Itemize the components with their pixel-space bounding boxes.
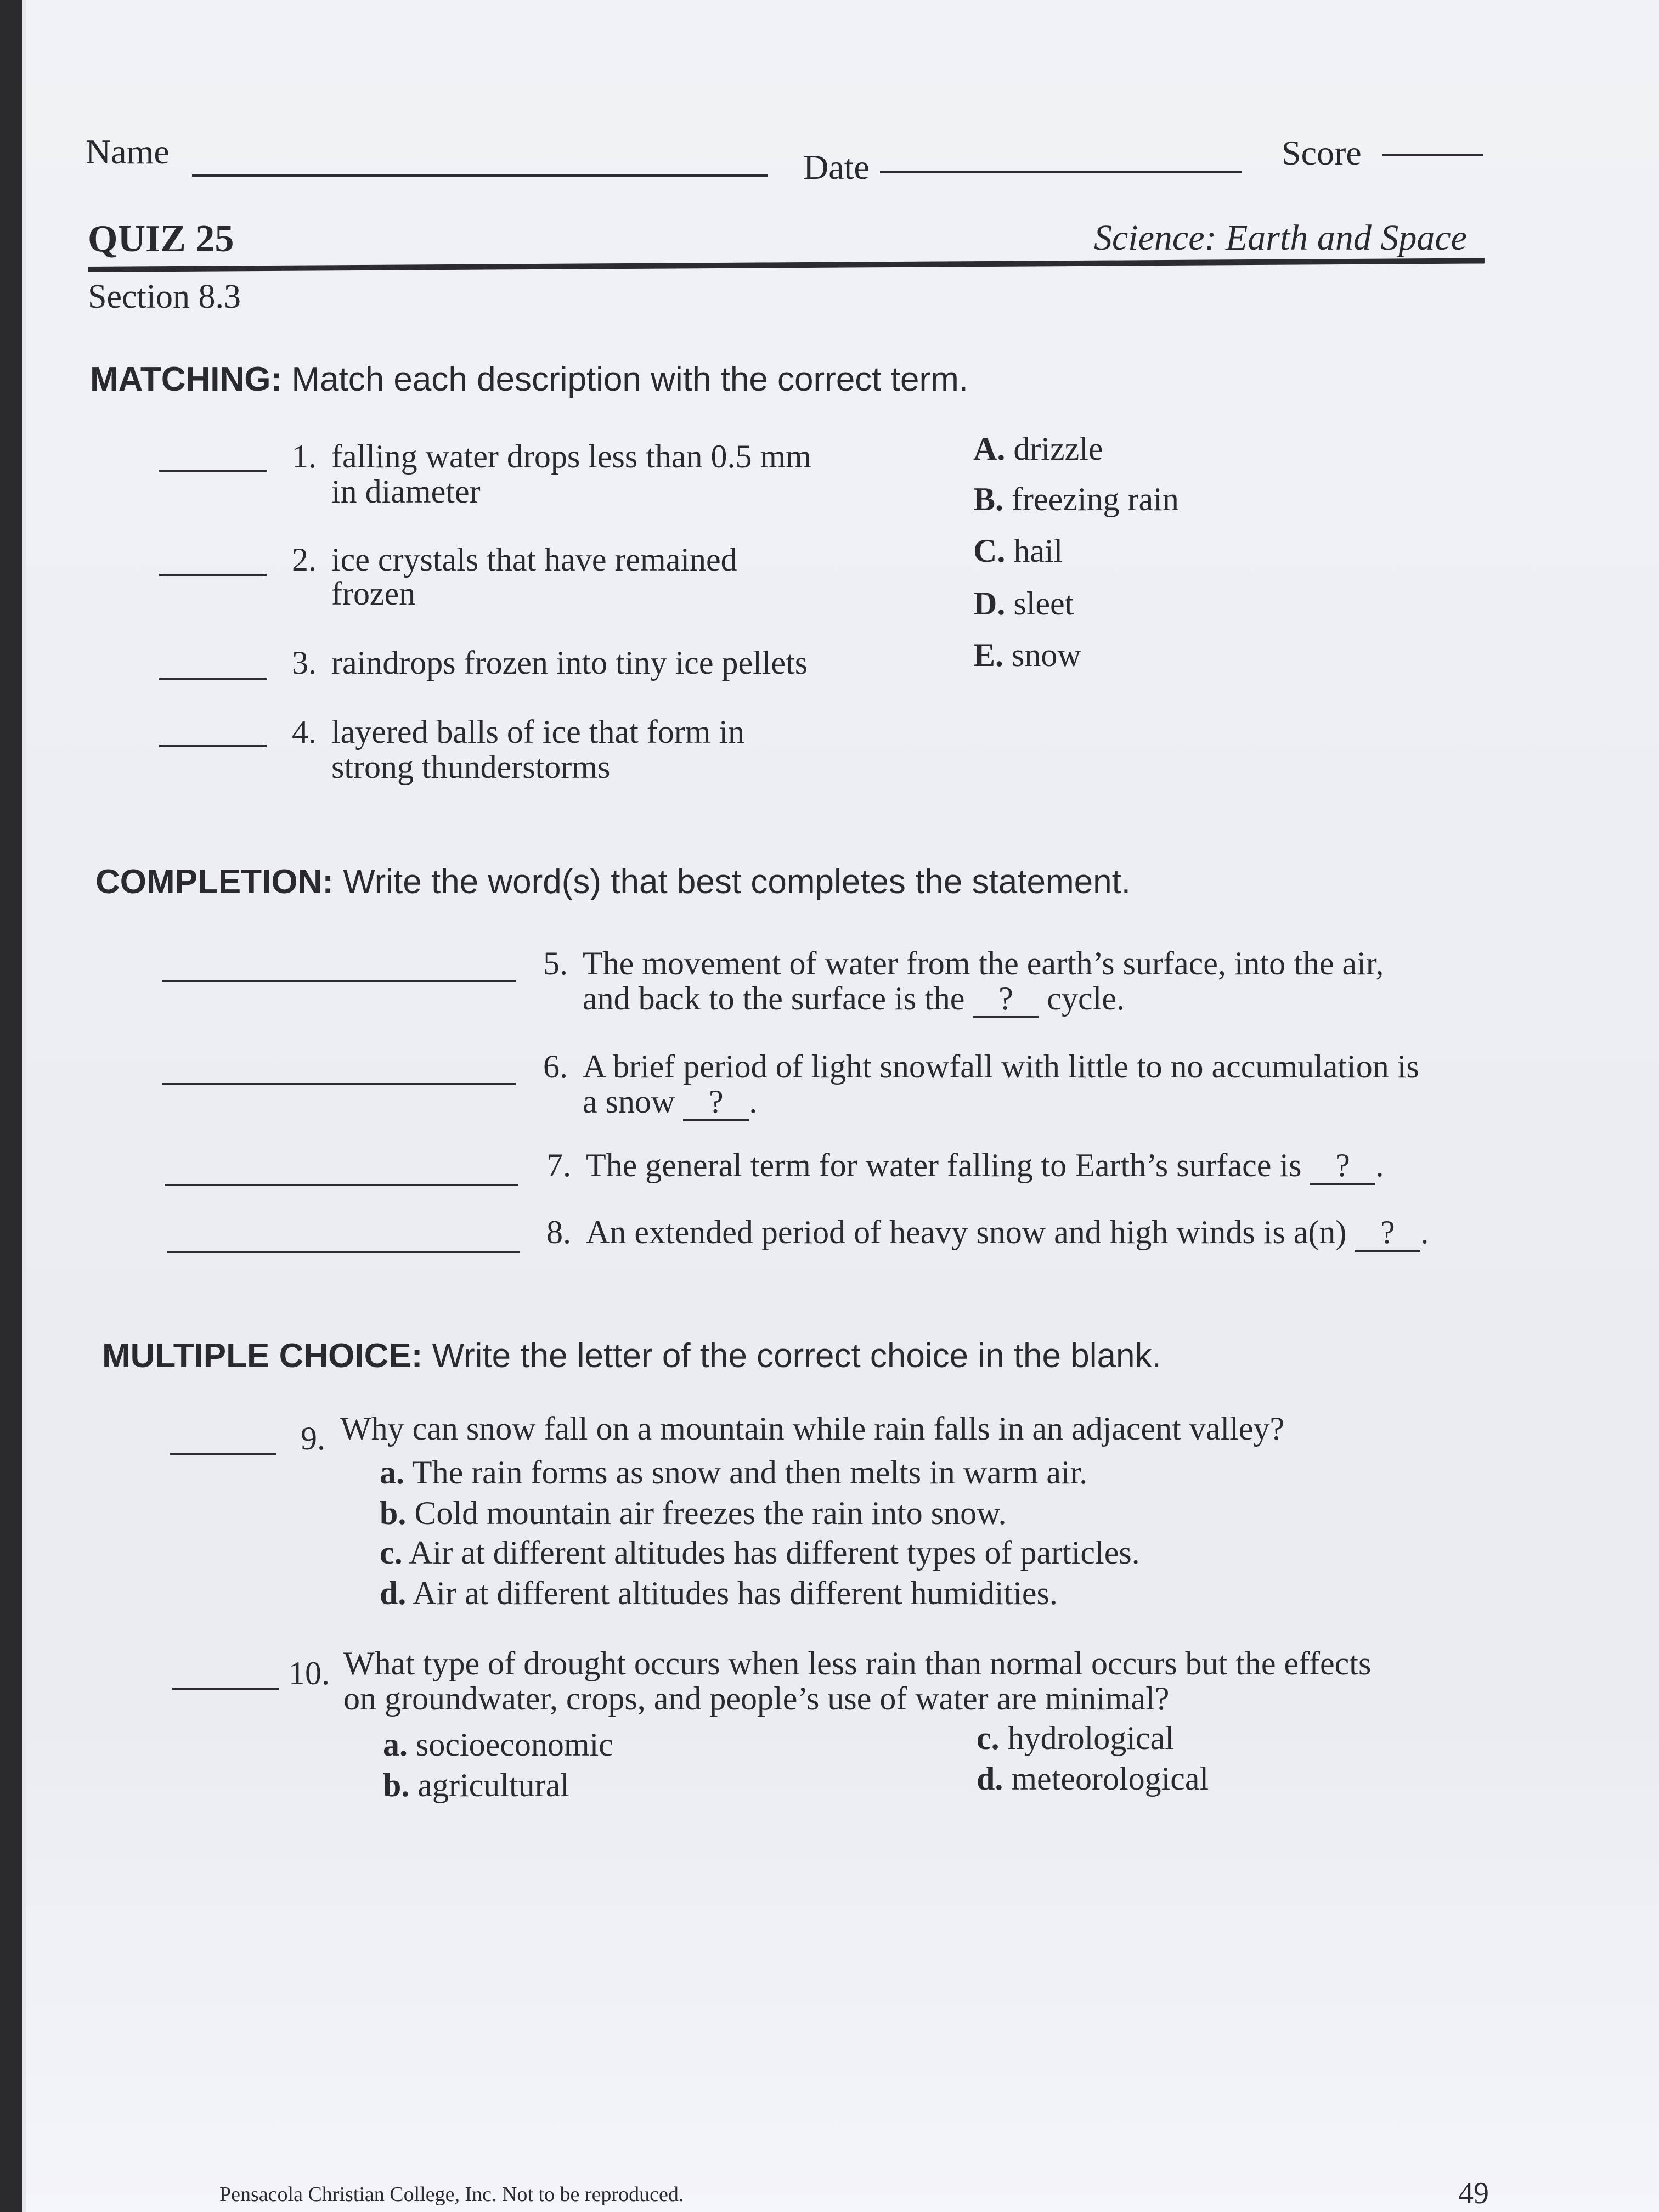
item-text xyxy=(586,1215,1429,1252)
item-number: 1. xyxy=(292,438,317,475)
choice-item xyxy=(383,1727,613,1762)
text-after-blank: . xyxy=(1420,1214,1429,1250)
choice-item xyxy=(977,1720,1174,1756)
term-letter: E. xyxy=(973,637,1004,673)
term-text: sleet xyxy=(1013,585,1074,622)
mc-heading: MULTIPLE CHOICE: xyxy=(102,1337,423,1375)
item-number: 2. xyxy=(292,541,317,578)
item-text-cont: strong thunderstorms xyxy=(331,749,611,785)
term-text: freezing rain xyxy=(1012,481,1179,517)
question-text-cont: on groundwater, crops, and people’s use of water are minimal? xyxy=(343,1680,1170,1717)
text-before-blank: An extended period of heavy snow and high winds is a(n) xyxy=(586,1214,1347,1250)
term-item xyxy=(973,637,1081,673)
term-item xyxy=(973,586,1074,621)
choice-text: meteorological xyxy=(1011,1760,1209,1797)
item-text-cont: in diameter xyxy=(331,473,481,510)
answer-blank[interactable] xyxy=(167,1251,520,1253)
term-text: hail xyxy=(1013,533,1063,569)
text-before-blank: and back to the surface is the xyxy=(583,980,965,1017)
question-number: 9. xyxy=(301,1420,325,1457)
item-text: ice crystals that have remained xyxy=(331,541,737,578)
completion-heading-row xyxy=(95,862,1131,901)
copyright-notice: Pensacola Christian College, Inc. Not to be reproduced. xyxy=(219,2183,684,2206)
choice-letter: d. xyxy=(977,1760,1003,1797)
quiz-title: QUIZ 25 xyxy=(88,218,234,260)
answer-blank[interactable] xyxy=(172,1688,279,1690)
quiz-page xyxy=(26,0,1659,2212)
date-label: Date xyxy=(803,148,870,187)
item-text-cont xyxy=(583,981,1125,1018)
text-after-blank: . xyxy=(749,1084,758,1120)
item-text: falling water drops less than 0.5 mm xyxy=(331,438,811,475)
item-text-cont: frozen xyxy=(331,575,416,612)
text-before-blank: a snow xyxy=(583,1084,675,1120)
answer-blank[interactable] xyxy=(159,745,267,747)
choice-text: hydrological xyxy=(1007,1720,1174,1756)
choice-text: Air at different altitudes has different humidities. xyxy=(413,1575,1058,1611)
item-number: 5. xyxy=(543,945,568,981)
choice-text: agricultural xyxy=(417,1767,569,1803)
item-text: The movement of water from the earth’s surface, into the air, xyxy=(583,945,1384,981)
completion-instruction: Write the word(s) that best completes the statement. xyxy=(343,863,1131,901)
question-text: What type of drought occurs when less rain than normal occurs but the effects xyxy=(343,1645,1372,1681)
item-number: 6. xyxy=(543,1048,568,1085)
choice-letter: a. xyxy=(383,1726,408,1763)
choice-letter: c. xyxy=(380,1534,403,1571)
item-text: A brief period of light snowfall with little to no accumulation is xyxy=(583,1048,1419,1085)
answer-blank[interactable] xyxy=(170,1453,276,1455)
text-after-blank: cycle. xyxy=(1047,980,1125,1017)
subject-title: Science: Earth and Space xyxy=(1094,218,1467,258)
choice-text: socioeconomic xyxy=(416,1726,613,1763)
name-label: Name xyxy=(86,132,170,171)
choice-item xyxy=(380,1496,1007,1531)
text-before-blank: The general term for water falling to Earth’s surface is xyxy=(586,1147,1302,1183)
item-text: raindrops frozen into tiny ice pellets xyxy=(331,645,808,681)
term-item xyxy=(973,431,1103,466)
score-label: Score xyxy=(1282,133,1362,172)
completion-heading: COMPLETION: xyxy=(95,863,334,901)
matching-heading-row xyxy=(90,360,968,399)
name-blank[interactable] xyxy=(192,174,768,177)
question-text: Why can snow fall on a mountain while rain falls in an adjacent valley? xyxy=(340,1410,1285,1447)
item-number: 7. xyxy=(546,1147,571,1183)
choice-item xyxy=(380,1535,1140,1570)
choice-item xyxy=(380,1576,1058,1611)
term-letter: D. xyxy=(973,585,1006,622)
page-number: 49 xyxy=(1458,2176,1489,2210)
inline-blank: ? xyxy=(973,981,1039,1018)
answer-blank[interactable] xyxy=(159,574,267,576)
choice-item xyxy=(383,1768,569,1803)
header-rule xyxy=(88,258,1485,272)
inline-blank: ? xyxy=(683,1084,749,1121)
choice-letter: d. xyxy=(380,1575,407,1611)
inline-blank: ? xyxy=(1310,1148,1375,1185)
answer-blank[interactable] xyxy=(159,678,267,680)
question-number: 10. xyxy=(289,1655,330,1691)
choice-letter: b. xyxy=(383,1767,410,1803)
item-number: 4. xyxy=(292,714,317,750)
item-text xyxy=(586,1148,1384,1185)
item-number: 3. xyxy=(292,645,317,681)
term-item xyxy=(973,482,1179,517)
answer-blank[interactable] xyxy=(159,470,267,472)
term-letter: C. xyxy=(973,533,1006,569)
matching-instruction: Match each description with the correct term. xyxy=(291,360,968,398)
term-letter: B. xyxy=(973,481,1004,517)
mc-heading-row xyxy=(102,1336,1161,1375)
item-text: layered balls of ice that form in xyxy=(331,714,745,750)
choice-letter: b. xyxy=(380,1495,407,1531)
matching-heading: MATCHING: xyxy=(90,360,283,398)
inline-blank: ? xyxy=(1355,1215,1420,1252)
answer-blank[interactable] xyxy=(162,980,516,982)
term-text: drizzle xyxy=(1013,431,1103,467)
choice-letter: a. xyxy=(380,1454,404,1491)
answer-blank[interactable] xyxy=(162,1083,516,1085)
term-item xyxy=(973,533,1063,568)
choice-letter: c. xyxy=(977,1720,1000,1756)
choice-text: The rain forms as snow and then melts in warm air. xyxy=(411,1454,1088,1491)
choice-text: Air at different altitudes has different types of particles. xyxy=(409,1534,1140,1571)
answer-blank[interactable] xyxy=(165,1184,518,1186)
date-blank[interactable] xyxy=(880,171,1242,173)
term-text: snow xyxy=(1012,637,1081,673)
item-number: 8. xyxy=(546,1214,571,1250)
text-after-blank: . xyxy=(1375,1147,1384,1183)
binder-edge xyxy=(0,0,22,2212)
section-label: Section 8.3 xyxy=(88,278,241,315)
choice-text: Cold mountain air freezes the rain into snow. xyxy=(414,1495,1007,1531)
choice-item xyxy=(380,1455,1087,1490)
mc-instruction: Write the letter of the correct choice in the blank. xyxy=(432,1337,1161,1375)
item-text-cont xyxy=(583,1084,757,1121)
term-letter: A. xyxy=(973,431,1006,467)
score-blank[interactable] xyxy=(1383,154,1483,156)
choice-item xyxy=(977,1761,1209,1796)
